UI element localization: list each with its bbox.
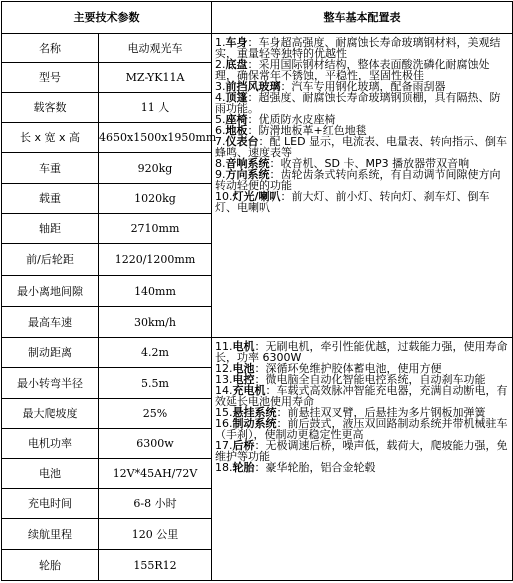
spec-value: 120 公里: [99, 519, 212, 550]
spec-value: 155R12: [99, 550, 212, 581]
spec-value: 11 人: [99, 93, 212, 123]
spec-value: 25%: [99, 399, 212, 429]
config-item: 12.电池：深循环免维护胶体蓄电池，使用方便: [215, 362, 442, 375]
spec-value: 12V*45AH/72V: [99, 459, 212, 489]
spec-value: MZ-YK11A: [99, 63, 212, 93]
config-item: 4.顶篷：超强度、耐腐蚀长寿命玻璃钢顶棚，具有隔热、防雨功能。: [215, 91, 501, 115]
spec-label: 轴距: [2, 214, 99, 244]
spec-value: 电动观光车: [99, 34, 212, 63]
config-list-top: [212, 34, 513, 338]
spec-label: 制动距离: [2, 338, 99, 368]
config-item: 16.制动系统：前后鼓式，液压双回路制动系统并带机械驻车（手刹），使制动更稳定性更高: [215, 417, 508, 441]
spec-label: 电机功率: [2, 429, 99, 459]
spec-label: 型号: [2, 63, 99, 93]
config-item: 5.座椅：优质防水皮座椅: [215, 113, 336, 126]
config-list-bottom: [212, 338, 513, 581]
config-item: 13.电控：微电脑全自动化智能电控系统，自动刹车功能: [215, 373, 486, 386]
config-item: 10.灯光/喇叭：前大灯、前小灯、转向灯、刹车灯、倒车灯、电喇叭: [215, 190, 490, 214]
spec-label: 名称: [2, 34, 99, 63]
spec-label: 车重: [2, 153, 99, 184]
spec-label: 最大爬坡度: [2, 399, 99, 429]
spec-label: 电池: [2, 459, 99, 489]
spec-value: 30km/h: [99, 307, 212, 338]
config-item: 15.悬挂系统：前悬挂双叉臂，后悬挂为多片钢板加弹簧: [215, 406, 486, 419]
spec-value: 920kg: [99, 153, 212, 184]
right-header: 整车基本配置表: [212, 2, 513, 34]
spec-label: 长 x 宽 x 高: [2, 123, 99, 153]
spec-label: 最小离地间隙: [2, 276, 99, 307]
config-item: 6.地板：防滑地板革+红色地毯: [215, 124, 367, 137]
config-item: 17.后桥：无极调速后桥，噪声低，载荷大，爬坡能力强，免维护等功能: [215, 439, 508, 463]
config-item: 8.音响系统：收音机、SD 卡、MP3 播放器带双音响: [215, 157, 470, 170]
spec-label: 充电时间: [2, 489, 99, 519]
spec-table: [1, 1, 513, 581]
spec-value: 140mm: [99, 276, 212, 307]
config-item: 14.充电机：车载式高效脉冲智能充电器，充满自动断电，有效延长电池使用寿命: [215, 384, 508, 408]
spec-value: 5.5m: [99, 368, 212, 399]
spec-label: 载客数: [2, 93, 99, 123]
config-item: 11.电机：无刷电机，牵引性能优越，过载能力强，使用寿命长，功率 6300W: [215, 340, 508, 364]
left-header: 主要技术参数: [2, 2, 212, 34]
config-item: 2.底盘：采用国际钢材结构，整体表面酸洗磷化耐腐蚀处理，确保常年不锈蚀，平稳性，坚固性极佳: [215, 58, 490, 82]
spec-label: 轮胎: [2, 550, 99, 581]
spec-label: 续航里程: [2, 519, 99, 550]
spec-label: 最小转弯半径: [2, 368, 99, 399]
spec-value: 2710mm: [99, 214, 212, 244]
spec-value: 6300w: [99, 429, 212, 459]
spec-label: 前/后轮距: [2, 244, 99, 276]
config-item: 1.车身：车身超高强度、耐腐蚀长寿命玻璃钢材料，美观结实，重量轻等独特的优越性: [215, 36, 501, 60]
config-item: 18.轮胎：豪华轮胎，铝合金轮毂: [215, 461, 376, 474]
spec-label: 最高车速: [2, 307, 99, 338]
config-item: 3.前挡风玻璃：汽车专用钢化玻璃，配备雨刮器: [215, 80, 446, 93]
spec-value: 4.2m: [99, 338, 212, 368]
config-item: 9.方向系统：齿轮齿条式转向系统，有自动调节间隙使方向转动轻便的功能: [215, 168, 501, 192]
spec-value: 6-8 小时: [99, 489, 212, 519]
config-item: 7.仪表台：配 LED 显示，电流表、电量表、转向指示、倒车蜂鸣、速度表等: [215, 135, 508, 159]
spec-value: 1020kg: [99, 184, 212, 214]
spec-value: 4650x1500x1950mm: [99, 123, 212, 153]
spec-label: 载重: [2, 184, 99, 214]
spec-value: 1220/1200mm: [99, 244, 212, 276]
spec-sheet: [1, 1, 512, 581]
